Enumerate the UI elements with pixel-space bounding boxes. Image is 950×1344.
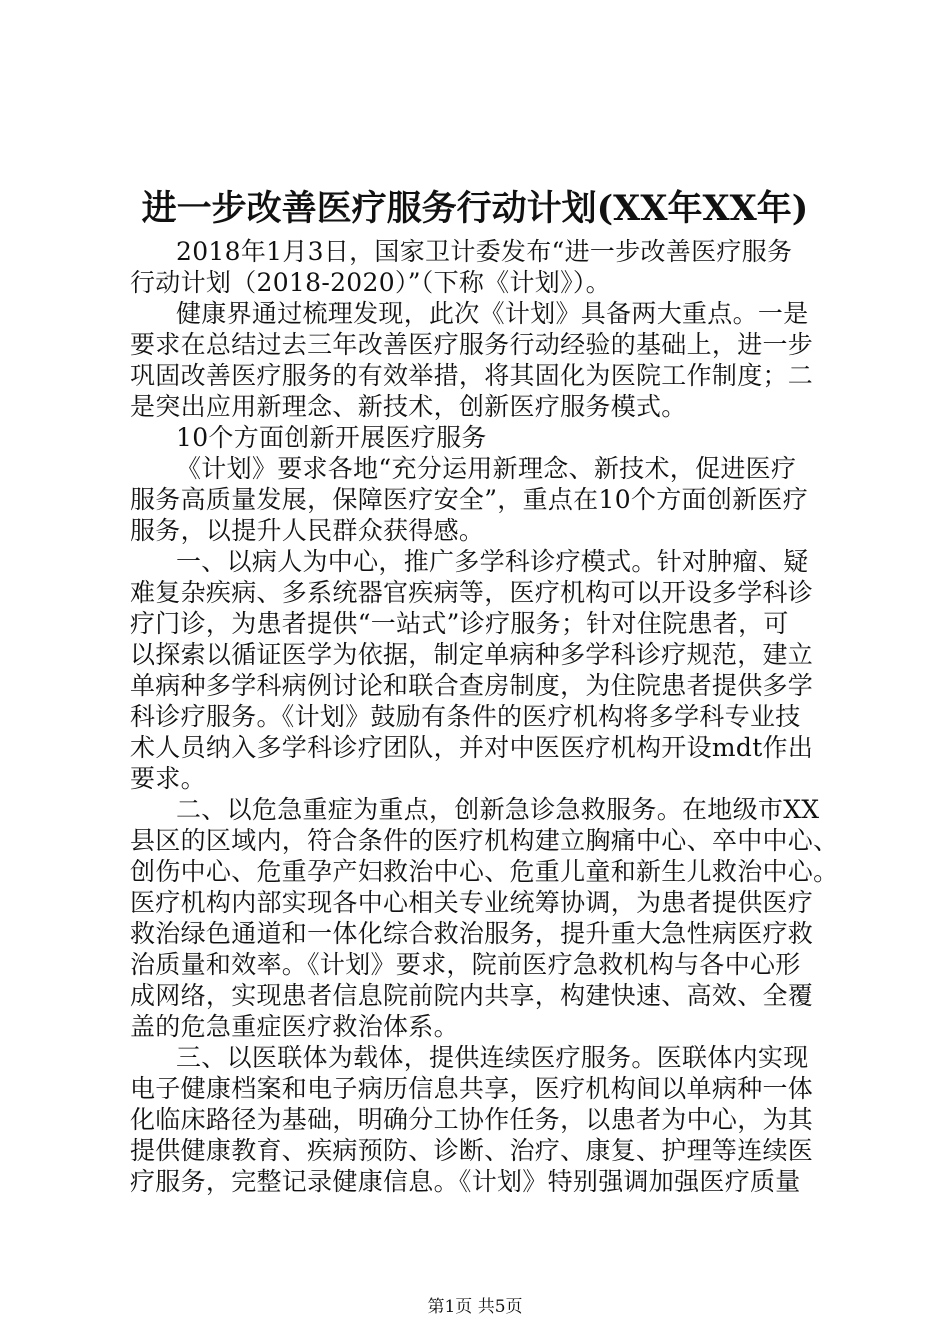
paragraph-line: 以探索以循证医学为依据，制定单病种多学科诊疗规范，建立 <box>130 640 814 669</box>
paragraph-line: 巩固改善医疗服务的有效举措，将其固化为医院工作制度；二 <box>130 361 814 390</box>
paragraph-line: 要求。 <box>130 764 206 793</box>
paragraph-line: 成网络，实现患者信息院前院内共享，构建快速、高效、全覆 <box>130 981 814 1010</box>
paragraph-line: 2018年1月3日，国家卫计委发布“进一步改善医疗服务 <box>176 237 793 266</box>
paragraph-line: 难复杂疾病、多系统器官疾病等，医疗机构可以开设多学科诊 <box>130 578 814 607</box>
page-indicator: 第1页 共5页 <box>427 1297 523 1317</box>
paragraph-line: 术人员纳入多学科诊疗团队，并对中医医疗机构开设mdt作出 <box>130 733 814 762</box>
paragraph-line: 疗门诊，为患者提供“一站式”诊疗服务；针对住院患者，可 <box>130 609 789 638</box>
paragraph-line: 医疗机构内部实现各中心相关专业统筹协调，为患者提供医疗 <box>130 888 814 917</box>
paragraph-line: 要求在总结过去三年改善医疗服务行动经验的基础上，进一步 <box>130 330 814 359</box>
paragraph-line: 健康界通过梳理发现，此次《计划》具备两大重点。一是 <box>176 299 809 328</box>
paragraph-line: 一、以病人为中心，推广多学科诊疗模式。针对肿瘤、疑 <box>176 547 809 576</box>
paragraph-line: 行动计划（2018-2020）”（下称《计划》）。 <box>130 268 611 297</box>
paragraph-line: 化临床路径为基础，明确分工协作任务，以患者为中心，为其 <box>130 1105 814 1134</box>
paragraph-line: 治质量和效率。《计划》要求，院前医疗急救机构与各中心形 <box>130 950 801 979</box>
paragraph-line: 服务，以提升人民群众获得感。 <box>130 516 485 545</box>
paragraph-line: 科诊疗服务。《计划》鼓励有条件的医疗机构将多学科专业技 <box>130 702 801 731</box>
paragraph-line: 疗服务，完整记录健康信息。《计划》特别强调加强医疗质量 <box>130 1167 801 1196</box>
paragraph-line: 服务高质量发展，保障医疗安全”，重点在10个方面创新医疗 <box>130 485 808 514</box>
document-body <box>130 236 839 1197</box>
paragraph-line: 电子健康档案和电子病历信息共享，医疗机构间以单病种一体 <box>130 1074 814 1103</box>
paragraph-line: 提供健康教育、疾病预防、诊断、治疗、康复、护理等连续医 <box>130 1136 814 1165</box>
paragraph-line: 《计划》要求各地“充分运用新理念、新技术，促进医疗 <box>176 454 797 483</box>
paragraph-line: 二、以危急重症为重点，创新急诊急救服务。在地级市XX <box>176 795 820 824</box>
section-heading: 10个方面创新开展医疗服务 <box>176 423 487 452</box>
document-title: 进一步改善医疗服务行动计划(XX年XX年) <box>141 188 809 229</box>
paragraph-line: 救治绿色通道和一体化综合救治服务，提升重大急性病医疗救 <box>130 919 814 948</box>
paragraph-line: 县区的区域内，符合条件的医疗机构建立胸痛中心、卒中中心、 <box>130 826 839 855</box>
paragraph-line: 单病种多学科病例讨论和联合查房制度，为住院患者提供多学 <box>130 671 814 700</box>
paragraph-line: 创伤中心、危重孕产妇救治中心、危重儿童和新生儿救治中心。 <box>130 857 839 886</box>
paragraph-line: 三、以医联体为载体，提供连续医疗服务。医联体内实现 <box>176 1043 809 1072</box>
paragraph-line: 盖的危急重症医疗救治体系。 <box>130 1012 459 1041</box>
paragraph-line: 是突出应用新理念、新技术，创新医疗服务模式。 <box>130 392 687 421</box>
